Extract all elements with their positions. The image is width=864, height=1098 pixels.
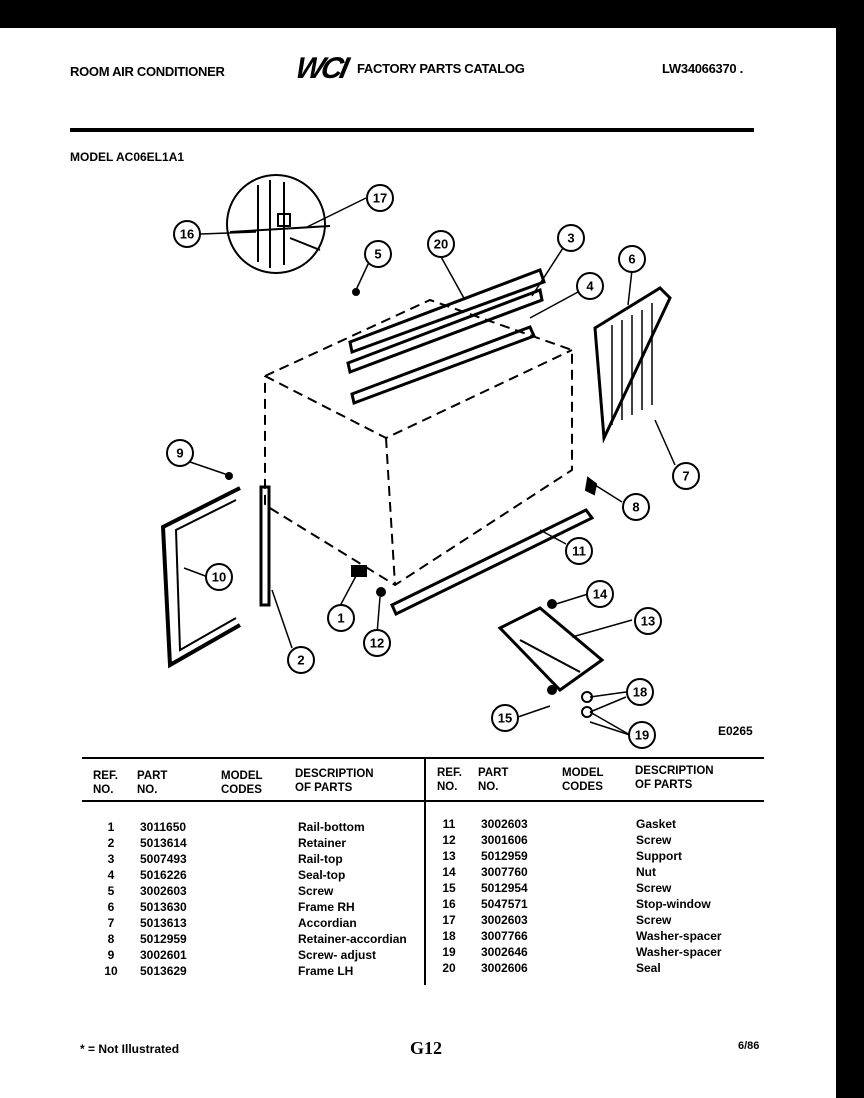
col-header-part-right: PART NO. bbox=[478, 767, 509, 793]
svg-text:9: 9 bbox=[176, 445, 184, 461]
detail-magnifier bbox=[227, 175, 325, 273]
svg-text:18: 18 bbox=[632, 684, 648, 700]
col-header-desc: DESCRIPTION OF PARTS bbox=[295, 768, 374, 794]
svg-text:4: 4 bbox=[586, 278, 594, 294]
svg-text:14: 14 bbox=[592, 586, 608, 602]
svg-text:1: 1 bbox=[337, 610, 345, 626]
col-header-part: PART NO. bbox=[137, 770, 168, 796]
model-label: MODEL AC06EL1A1 bbox=[70, 150, 185, 164]
not-illustrated-note: * = Not Illustrated bbox=[80, 1042, 180, 1056]
table-top-rule bbox=[82, 757, 764, 759]
svg-text:5: 5 bbox=[374, 246, 382, 262]
table-header-rule bbox=[82, 800, 764, 802]
svg-text:7: 7 bbox=[682, 468, 690, 484]
svg-text:11: 11 bbox=[572, 543, 586, 559]
svg-text:12: 12 bbox=[369, 635, 385, 651]
table-center-divider bbox=[424, 757, 426, 985]
col-header-desc-right: DESCRIPTION OF PARTS bbox=[635, 765, 714, 791]
catalog-date: 6/86 bbox=[738, 1040, 760, 1052]
catalog-number: LW34066370 . bbox=[662, 61, 743, 76]
svg-text:19: 19 bbox=[634, 727, 650, 743]
svg-text:16: 16 bbox=[179, 226, 195, 242]
wci-logo: WCI bbox=[292, 52, 349, 85]
svg-text:10: 10 bbox=[211, 569, 227, 585]
catalog-title: FACTORY PARTS CATALOG bbox=[357, 61, 525, 76]
col-header-model-right: MODEL CODES bbox=[562, 767, 604, 793]
col-header-model: MODEL CODES bbox=[221, 770, 263, 796]
svg-text:6: 6 bbox=[628, 251, 636, 267]
svg-text:3: 3 bbox=[567, 230, 575, 246]
svg-text:17: 17 bbox=[372, 190, 388, 206]
svg-text:8: 8 bbox=[632, 499, 640, 515]
page-number: G12 bbox=[410, 1038, 443, 1058]
col-header-ref-right: REF. NO. bbox=[437, 767, 462, 793]
figure-code: E0265 bbox=[718, 724, 753, 738]
svg-text:13: 13 bbox=[640, 613, 656, 629]
col-header-ref: REF. NO. bbox=[93, 770, 118, 796]
svg-text:15: 15 bbox=[497, 710, 513, 726]
svg-text:2: 2 bbox=[297, 652, 305, 668]
catalog-category: ROOM AIR CONDITIONER bbox=[70, 64, 225, 79]
svg-text:20: 20 bbox=[433, 236, 449, 252]
